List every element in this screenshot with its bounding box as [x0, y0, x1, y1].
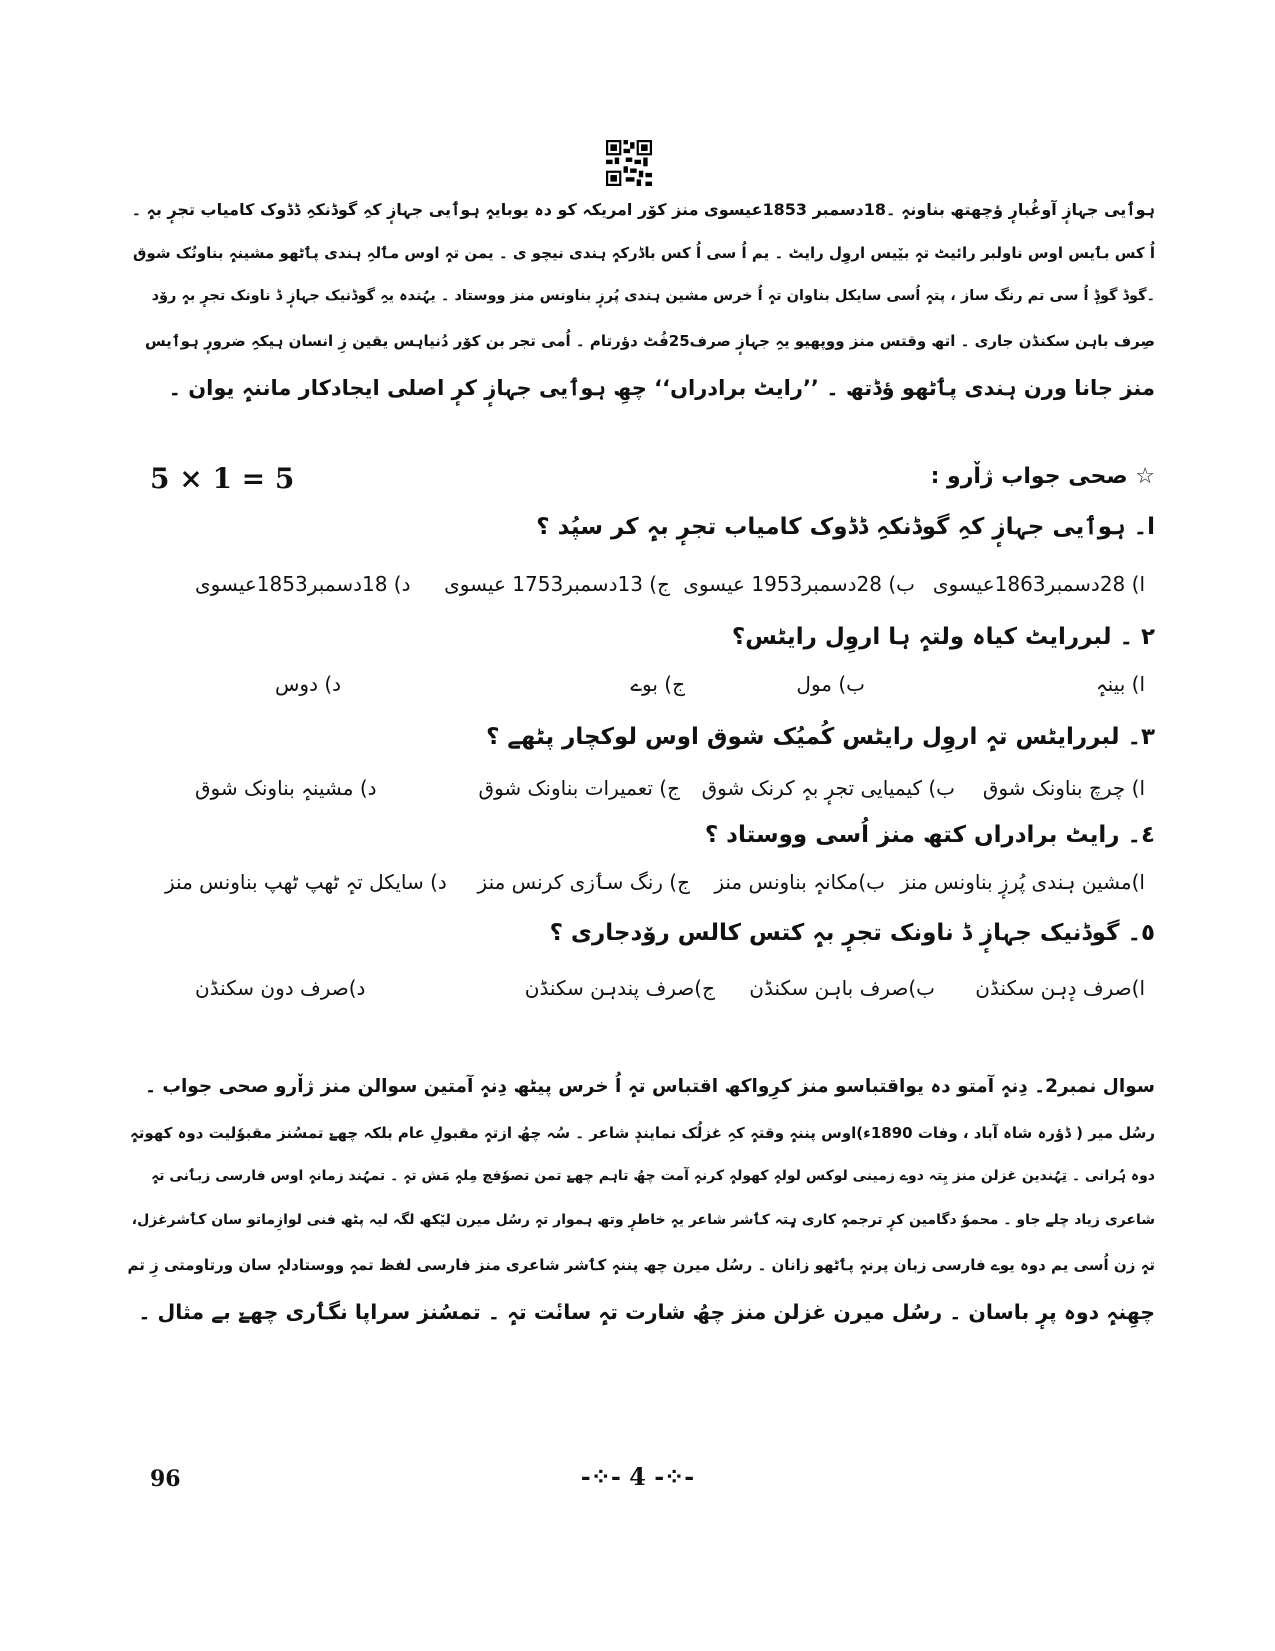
- section-b-heading: سوال نمبر2۔ دِنہٕ آمتو دہ یواقتباسو منز کرِواکھ اقتباس تہٕ اُ خرس پیٹھ دِنہٕ آمتین سوالن منز ژاٚرو صحی جواب ۔: [145, 1076, 1155, 1097]
- option-b: ب) کیمیایی تجرٕ بہٕ کرنک شوق: [701, 776, 955, 800]
- passage-1-line: صِرف باہن سکنڈن جاری ۔ اتھ وقتس منز ووپھیو یہِ جہازٕ صرف25فُٹ دؤرتام ۔ اُمی تجر بن کوٚر دُنیاہس یقین زِ انسان ہیکہِ ضرورٕ ہوٲیس: [144, 332, 1155, 350]
- passage-1-line: منز جانا ورن ہندی پٲٹھو ؤڈتھ ۔ ’’رایٹ برادراں‘‘ چھِ ہوٲیی جہازٕ کرٕ اصلی ایجادکار ماننہٕ یوان ۔: [168, 376, 1155, 400]
- passage-2-line: دوہ ہُرانی ۔ تِہُندین غزلن منز یِتہ دوے زمینی لوکس لولہٕ کھولہٕ کرنہٕ آمت چھُ تاہم چھےٚ تمن تصوٗفچ مِلہٕ مَش تہٕ ۔ تمہُند زمانہٕ اوس فارسی زبٲنی تہٕ: [151, 1168, 1155, 1184]
- passage-1-line: ہوٲیی جہازٕ آوغُبارٕ ؤچھتھ بناونہٕ ۔18دسمبر 1853عیسوی منز کوٚر امریکہ کو دہ یوبایہٕ ہوٲیی جہازٕ کہِ گوڈنکہِ ڈڈوک کامیاب تجرٕ بہٕ ۔: [131, 200, 1155, 219]
- option-a: ا) 28دسمبر1863عیسوی: [932, 572, 1145, 596]
- passage-2-line: چھِنہٕ دوہ پرٕ باسان ۔ رسُل میرن غزلن منز چھُ شارت تہٕ سانٔت تہٕ ۔ تمسُنز سراپا نگٲری چھےٚ بے مثال ۔: [138, 1300, 1155, 1324]
- passage-1-line: اُ کس بٲیس اوس ناولبر رائیٹ تہٕ بیٚیس اروِل رایٹ ۔ یم اُ سی اُ کس باڈرکہٕ ہندی نیچو ی ۔ یمن تہٕ اوس مٲلہِ ہندی پٲٹھو مشینہٕ بناونُک شوق: [133, 244, 1155, 262]
- option-a: ا)مشین ہندی پُرزٕ بناونس منز: [900, 870, 1145, 894]
- star-icon: ☆: [1135, 464, 1155, 489]
- option-c: ج) تعمیرات بناونک شوق: [478, 776, 680, 800]
- question-5: ٥۔ گوڈنیک جہازٕ ڈ ناونک تجرٕ بہٕ کتس کالس رۆدجاری ؟: [549, 920, 1155, 946]
- footer-page-marker: -⁘- 4 -⁘-: [580, 1462, 695, 1491]
- question-3-options: [150, 776, 1155, 810]
- question-5-options: [150, 976, 1155, 1010]
- question-4: ٤۔ رایٹ برادراں کتھ منز اُسی ووستاد ؟: [704, 822, 1155, 848]
- option-a: ا)صرف دٕہن سکنڈن: [975, 976, 1145, 1000]
- option-d: د) مشینہٕ بناونک شوق: [195, 776, 377, 800]
- page-number: 96: [150, 1466, 181, 1492]
- option-c: ج)صرف پندہن سکنڈن: [524, 976, 715, 1000]
- option-a: ا) چرچ بناونک شوق: [982, 776, 1145, 800]
- section-a-heading-text: صحی جواب ژاٚرو :: [930, 464, 1128, 489]
- option-c: ج) 13دسمبر1753 عیسوی: [444, 572, 670, 596]
- option-b: ب)صرف باہن سکنڈن: [749, 976, 935, 1000]
- option-c: ج) بوے: [630, 672, 685, 696]
- question-2-options: [150, 672, 1155, 706]
- passage-2-line: شاعری زیاد چلے جاو ۔ محموٗ دگامین کرٕ ترجمہٕ کاری ہٕتہ کٲشر شاعر یہٕ خاطرٕ وتھ ہموار تہٕ رسُل میرن لیٚکھ لگہ لیہ پٹھ فنی لوازِماتو سان کٲشرغزل،: [131, 1212, 1155, 1228]
- option-d: د) دوس: [275, 672, 342, 696]
- option-b: ب) 28دسمبر1953 عیسوی: [683, 572, 915, 596]
- passage-2-line: رسُل میر ( ڈؤرہ شاہ آباد ، وفات 1890ء)اوس پننہٕ وقتہٕ کہِ غزلُک نمایندٕ شاعر ۔ سُہ چھُ ازتہٕ مقبولِ عام بلکہ چھےٚ تمسُنز مقبوٗلیت دوہ کھوتہٕ: [129, 1124, 1155, 1142]
- option-b: ب)مکانہٕ بناونس منز: [714, 870, 885, 894]
- question-1: ا۔ ہوٲیی جہازٕ کہِ گوڈنکہِ ڈڈوک کامیاب تجرٕ بہٕ کر سپُد ؟: [536, 514, 1155, 540]
- marks-label: 5 × 1 = 5: [150, 462, 295, 495]
- question-3: ٣۔ لبررایٹس تہٕ اروِل رایٹس کُمیُک شوق اوس لوکچار پٹھے ؟: [486, 724, 1155, 750]
- passage-1-line: ۔گوڈ گوڈٕ اُ سی تم رنگ ساز ، پتہٕ اُسی سایکل بناوان تہٕ اُ خرس مشین ہندی پُرزٕ بناونس منز ووستاد ۔ یہُندہ یہِ گوڈنیک جہازٕ ڈ ناونک تجرٕ بہٕ رۆد: [151, 288, 1155, 304]
- section-a-heading: [931, 464, 1155, 489]
- option-d: د) 18دسمبر1853عیسوی: [195, 572, 411, 596]
- question-2: ٢ ۔ لبررایٹ کیاہ ولتہٕ ہا اروِل رایٹس؟: [731, 624, 1155, 650]
- option-c: ج) رنگ سٲزی کرنس منز: [477, 870, 690, 894]
- question-4-options: [150, 870, 1155, 904]
- question-1-options: [150, 572, 1155, 606]
- option-b: ب) مول: [796, 672, 865, 696]
- option-d: د) سایکل تہٕ ٹھپ ٹھپ بناونس منز: [165, 870, 447, 894]
- option-a: ا) بینہٕ: [1095, 672, 1145, 696]
- passage-2-line: تہٕ زن اُسی یم دوہ یوے فارسی زبان پرنہٕ پٲٹھو زانان ۔ رسُل میرن چھ پننہٕ کٲشر شاعری منز فارسی لفظ تمہٕ ووستادلہٕ سان ورتاومتی زِ تم: [127, 1256, 1155, 1274]
- option-d: د)صرف دون سکنڈن: [195, 976, 366, 1000]
- qr-code-icon: [606, 140, 652, 186]
